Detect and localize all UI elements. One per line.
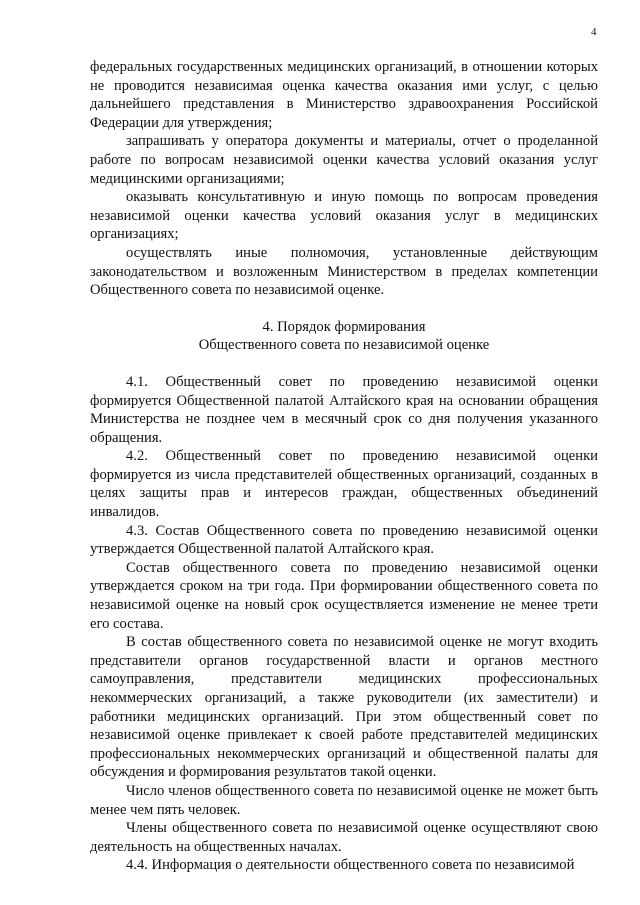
paragraph: 4.1. Общественный совет по проведению независимой оценки формируется Общественной палатой Алтайского края на основании обращения Министерства не позднее чем в месячный срок со дня получения указанного обращения. [90, 373, 598, 446]
section-heading-line2: Общественного совета по независимой оценке [198, 337, 490, 354]
paragraph: Число членов общественного совета по независимой оценке не может быть менее чем пять человек. [90, 782, 598, 818]
section-heading [90, 318, 598, 355]
section-heading-line1: 4. Порядок формирования [262, 318, 426, 335]
paragraph: федеральных государственных медицинских организаций, в отношении которых не проводится независимая оценка качества оказания ими услуг, с целью дальнейшего представления в Министерство здравоохранения Российской Федерации для утверждения; [90, 59, 598, 131]
paragraph: запрашивать у оператора документы и материалы, отчет о проделанной работе по вопросам независимой оценки качества условий оказания услуг медицинскими организациями; [90, 133, 598, 187]
paragraph: 4.2. Общественный совет по проведению независимой оценки формируется из числа представителей общественных организаций, созданных в целях защиты прав и интересов граждан, общественных объединений инвалидов. [90, 448, 598, 521]
paragraph: 4.3. Состав Общественного совета по проведению независимой оценки утверждается Общественной палатой Алтайского края. [90, 522, 598, 558]
paragraph: В состав общественного совета по независимой оценке не могут входить представители органов государственной власти и органов местного самоуправления, представители медицинских профессиональных некоммерческих организаций, а также руководители (их заместители) и работники медицинских организаций. При этом общественный совет по независимой оценке привлекает к своей работе представителей медицинских профессиональных некоммерческих организаций и общественной палаты для обсуждения и формирования результатов такой оценки. [90, 634, 598, 781]
paragraph: 4.4. Информация о деятельности общественного совета по независимой [126, 857, 575, 874]
document-body [90, 58, 598, 875]
paragraph: Члены общественного совета по независимой оценке осуществляют свою деятельность на общественных началах. [90, 820, 598, 855]
paragraph: осуществлять иные полномочия, установленные действующим законодательством и возложенным Министерством в пределах компетенции Общественного совета по независимой оценке. [90, 244, 598, 299]
paragraph: оказывать консультативную и иную помощь по вопросам проведения независимой оценки качества условий оказания услуг в медицинских организациях; [90, 189, 598, 243]
paragraph: Состав общественного совета по проведению независимой оценки утверждается сроком на три года. При формировании общественного совета по независимой оценке на новый срок осуществляется изменение не менее трети его состава. [90, 559, 598, 632]
page-number: 4 [591, 26, 597, 38]
